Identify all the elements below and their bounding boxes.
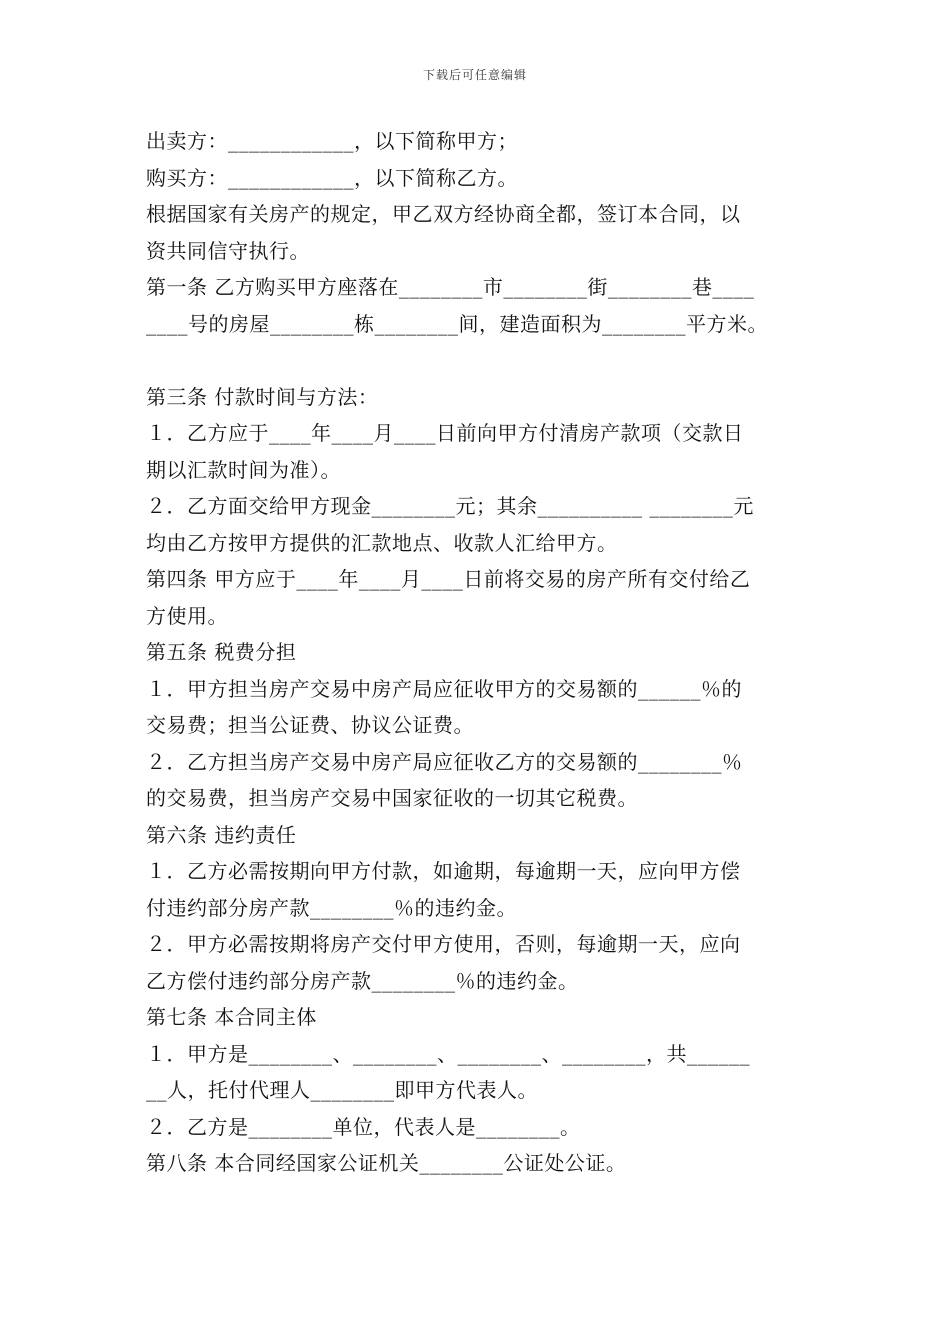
text-line: 第一条 乙方购买甲方座落在________市________街________巷____ — [146, 275, 755, 299]
text-line: 的交易费，担当房产交易中国家征收的一切其它税费。 — [146, 786, 638, 810]
text-line: 第四条 甲方应于____年____月____日前将交易的房产所有交付给乙 — [146, 567, 751, 591]
header-note: 下载后可任意编辑 — [422, 68, 527, 82]
text-line: １．乙方应于____年____月____日前向甲方付清房产款项（交款日 — [146, 421, 744, 445]
text-line: 付违约部分房产款________％的违约金。 — [146, 895, 517, 920]
text-line: 第八条 本合同经国家公证机关________公证处公证。 — [146, 1151, 627, 1175]
text-line: ２．甲方必需按期将房产交付甲方使用，否则，每逾期一天，应向 — [146, 932, 741, 956]
text-line: 购买方：____________，以下简称乙方。 — [146, 165, 518, 190]
blank-line — [146, 342, 826, 379]
text-line: 乙方偿付违约部分房产款________％的违约金。 — [146, 968, 579, 993]
text-line: 第七条 本合同主体 — [146, 1005, 317, 1029]
text-line: 资共同信守执行。 — [146, 238, 310, 263]
text-line: ____号的房屋________栋________间，建造面积为________平方米。 — [146, 311, 768, 336]
text-line: 第六条 违约责任 — [146, 822, 297, 847]
text-line: 第三条 付款时间与方法： — [146, 384, 379, 409]
text-line: 均由乙方按甲方提供的汇款地点、收款人汇给甲方。 — [146, 530, 618, 555]
text-line: 方使用。 — [146, 603, 228, 628]
text-line: __人，托付代理人________即甲方代表人。 — [146, 1078, 538, 1102]
text-line: 根据国家有关房产的规定，甲乙双方经协商全都，签订本合同，以 — [146, 202, 741, 226]
text-line: 期以汇款时间为准）。 — [146, 457, 341, 482]
text-line: 出卖方：____________，以下简称甲方； — [146, 129, 518, 153]
text-line: 第五条 税费分担 — [146, 640, 297, 664]
text-line: ２．乙方面交给甲方现金________元；其余__________ ________元 — [146, 494, 754, 518]
text-line: 交易费；担当公证费、协议公证费。 — [146, 713, 474, 737]
text-line: １．乙方必需按期向甲方付款，如逾期，每逾期一天，应向甲方偿 — [146, 859, 741, 883]
text-line: ２．乙方担当房产交易中房产局应征收乙方的交易额的________％ — [146, 749, 743, 774]
contract-body — [146, 123, 826, 1182]
text-line: １．甲方担当房产交易中房产局应征收甲方的交易额的______％的 — [146, 676, 742, 701]
text-line: １．甲方是________、________、________、________，共______ — [146, 1041, 750, 1066]
text-line: ２．乙方是________单位，代表人是________。 — [146, 1114, 581, 1139]
